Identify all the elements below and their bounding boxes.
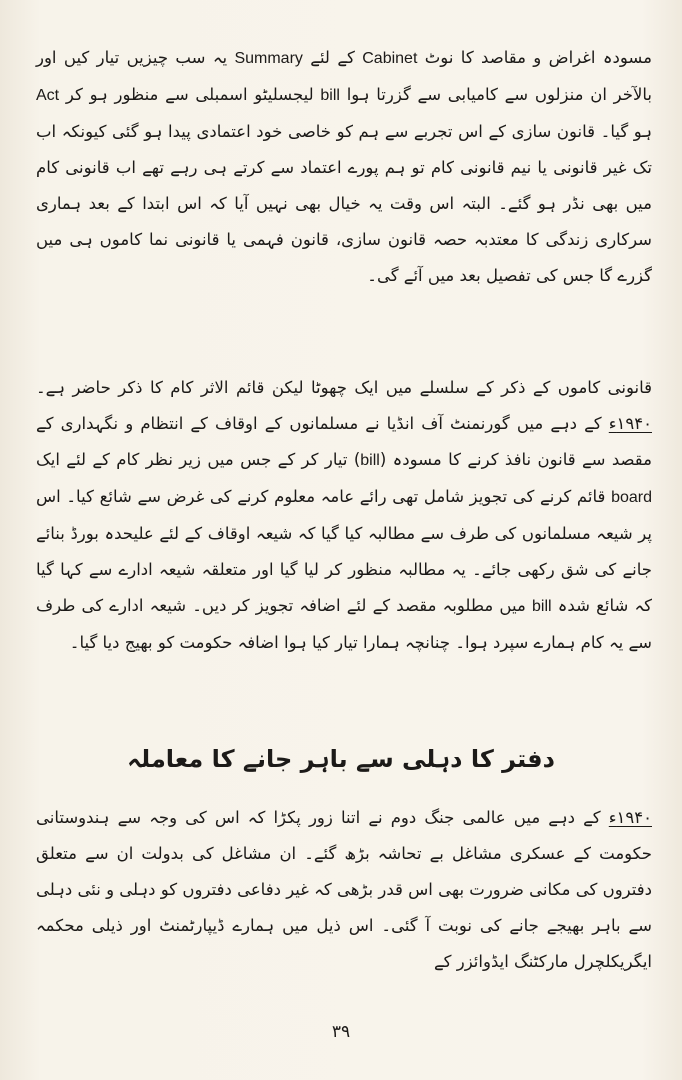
paragraph-waqf-bill bbox=[36, 370, 652, 661]
para1-term-act: Act bbox=[36, 87, 60, 104]
para1-text-2: کے لئے bbox=[310, 48, 355, 67]
para2-term-bill: bill bbox=[360, 452, 380, 469]
paragraph-office-relocation bbox=[36, 800, 652, 980]
para1-text-4: لیجسلیٹو اسمبلی سے منظور ہو کر bbox=[65, 85, 314, 104]
section-heading: دفتر کا دہلی سے باہر جانے کا معاملہ bbox=[127, 745, 555, 773]
para3-year: ۱۹۴۰ء bbox=[608, 808, 652, 827]
para2-text-2: کے دہے میں گورنمنٹ آف انڈیا نے مسلمانوں کے اوقاف کے انتظام و نگہداری کے مقصد سے قانون نافذ کرنے کا مسودہ ( bbox=[36, 414, 652, 469]
para2-text-5: میں مطلوبہ مقصد کے لئے اضافہ تجویز کر دیں۔ شیعہ ادارے کی طرف سے یہ کام ہمارے سپرد ہوا۔ چنانچہ ہمارا تیار کیا ہوا اضافہ حکومت کو بھیج دیا گیا۔ bbox=[36, 596, 652, 652]
para1-term-cabinet: Cabinet bbox=[362, 50, 418, 67]
para2-text-4: قائم کرنے کی تجویز شامل تھی رائے عامہ معلوم کرنے کی غرض سے شائع کیا۔ اس پر شیعہ مسلمانوں کی طرف سے مطالبہ کیا گیا کہ شیعہ اوقاف کے لئے علیحدہ بورڈ بنائے جانے کی شق رکھی جائے۔ یہ مطالبہ منظور کر لیا گیا اور متعلقہ شیعہ ادارے سے کہا گیا کہ شائع شدہ bbox=[36, 487, 652, 615]
page-number: ۳۹ bbox=[331, 1022, 351, 1042]
para1-text-1: مسودہ اغراض و مقاصد کا نوٹ bbox=[424, 48, 652, 67]
paragraph-legislation bbox=[36, 40, 652, 294]
para2-term-board: board bbox=[611, 489, 652, 506]
para1-text-3: یہ سب چیزیں تیار کیں اور بالآخر ان منزلوں سے کامیابی سے گزرتا ہوا bbox=[36, 48, 653, 104]
para1-term-bill: bill bbox=[320, 87, 340, 104]
para3-text-1: کے دہے میں عالمی جنگ دوم نے اتنا زور پکڑا کہ اس کی وجہ سے ہندوستانی حکومت کے عسکری مشاغل بے تحاشہ بڑھ گئے۔ ان مشاغل کی بدولت ان سے متعلق دفتروں کی مکانی ضرورت بھی اس قدر بڑھی کہ غیر دفاعی دفتروں کو دہلی و نئی دہلی سے باہر بھیجے جانے کی نوبت آ گئی۔ اس ذیل میں ہمارے ڈیپارٹمنٹ اور ذیلی محکمہ ایگریکلچرل مارکٹنگ ایڈوائزر کے bbox=[36, 808, 652, 971]
para2-text-1: قانونی کاموں کے ذکر کے سلسلے میں ایک چھوٹا لیکن قائم الاثر کام کا ذکر حاضر ہے۔ bbox=[36, 378, 652, 397]
para1-text-5: ہو گیا۔ قانون سازی کے اس تجربے سے ہم کو خاصی خود اعتمادی پیدا ہو گئی کیونکہ اب تک غیر قانونی یا نیم قانونی کام تو ہم پورے اعتماد سے کرتے ہی رہے تھے اب قانونی کام میں بھی نڈر ہو گئے۔ البتہ اس وقت یہ خیال بھی نہیں آیا کہ اس ابتدا کے بعد ہماری سرکاری زندگی کا معتدبہ حصہ قانون سازی، قانون فہمی یا قانونی نما کاموں ہی میں گزرے گا جس کی تفصیل بعد میں آئے گی۔ bbox=[36, 122, 652, 285]
para2-text-3: ) تیار کر کے جس میں زیر نظر کام کے لئے ایک bbox=[36, 450, 361, 469]
para1-term-summary: Summary bbox=[234, 50, 303, 67]
para2-year: ۱۹۴۰ء bbox=[608, 414, 652, 433]
para2-term-bill-2: bill bbox=[531, 598, 552, 615]
